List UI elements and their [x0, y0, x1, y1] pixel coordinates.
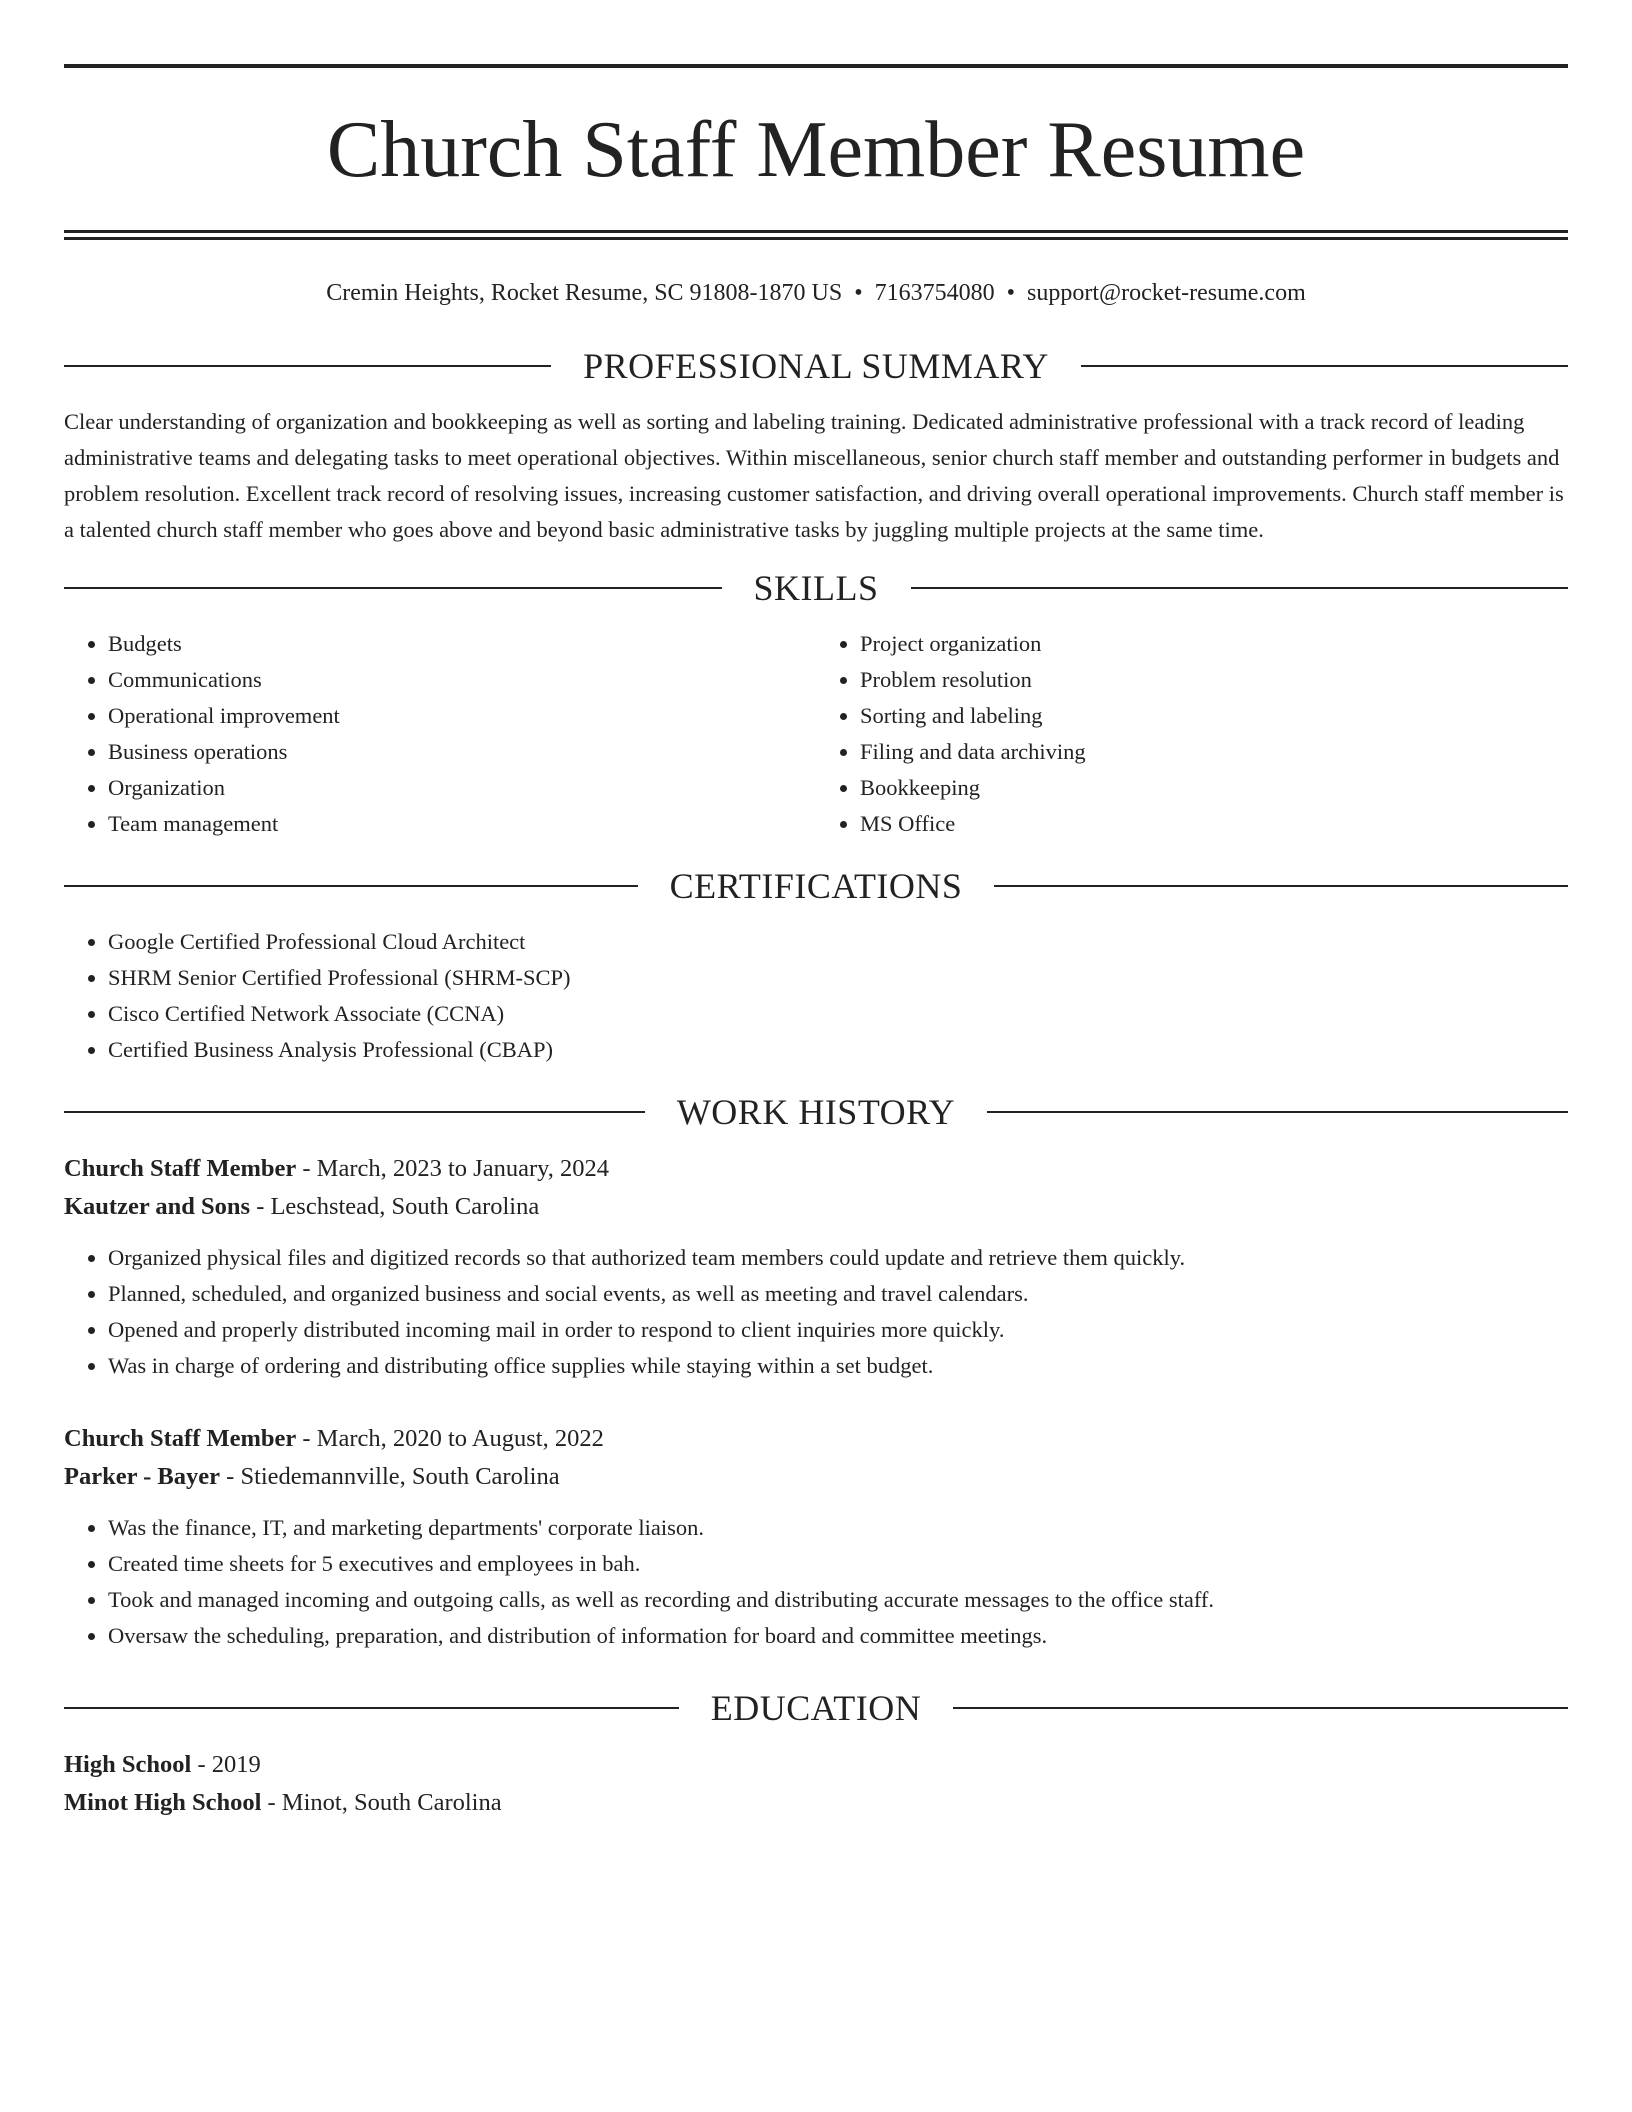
skills-grid [64, 626, 1568, 842]
job-bullets [64, 1510, 1568, 1654]
skill-item: • Problem resolution [860, 662, 1568, 698]
job-bullet: • Planned, scheduled, and organized business and social events, as well as meeting and travel calendars. [108, 1276, 1568, 1312]
heading-rule [994, 885, 1568, 887]
certification-item: • Cisco Certified Network Associate (CCNA) [108, 996, 1568, 1032]
job-location: - Stiedemannville, South Carolina [220, 1463, 560, 1490]
section-heading-education [64, 1686, 1568, 1730]
job-title: Church Staff Member [64, 1425, 297, 1452]
skill-item: • Organization [108, 770, 816, 806]
contact-separator: • [854, 280, 863, 306]
skill-item: • Team management [108, 806, 816, 842]
skill-item: • MS Office [860, 806, 1568, 842]
section-heading-summary [64, 344, 1568, 388]
section-title: SKILLS [753, 568, 879, 608]
skills-list-right [816, 626, 1568, 842]
education-year: - 2019 [191, 1751, 261, 1778]
heading-rule [64, 1707, 679, 1709]
job-bullet: • Was in charge of ordering and distributing office supplies while staying within a set budget. [108, 1348, 1568, 1384]
contact-line [64, 278, 1568, 308]
skill-item: • Filing and data archiving [860, 734, 1568, 770]
job-dates: - March, 2023 to January, 2024 [296, 1155, 610, 1182]
certifications-list [64, 924, 1568, 1068]
spacer [64, 1654, 1568, 1674]
section-heading-certifications [64, 864, 1568, 908]
job-location: - Leschstead, South Carolina [250, 1193, 540, 1220]
heading-rule [1081, 365, 1568, 367]
job-bullet: • Created time sheets for 5 executives and employees in bah. [108, 1546, 1568, 1582]
section-heading-work [64, 1090, 1568, 1134]
heading-rule [64, 365, 551, 367]
skill-item: • Communications [108, 662, 816, 698]
job-bullet: • Opened and properly distributed incoming mail in order to respond to client inquiries more quickly. [108, 1312, 1568, 1348]
resume-title: Church Staff Member Resume [326, 106, 1306, 194]
job-company: Kautzer and Sons [64, 1193, 251, 1220]
heading-rule [64, 885, 638, 887]
skills-list-left [64, 626, 816, 842]
certification-item: • Certified Business Analysis Professional (CBAP) [108, 1032, 1568, 1068]
section-title: EDUCATION [710, 1688, 922, 1728]
education-degree: High School [64, 1751, 192, 1778]
job-bullets [64, 1240, 1568, 1384]
job-bullet: • Organized physical files and digitized records so that authorized team members could update and retrieve them quickly. [108, 1240, 1568, 1276]
job-company-line [64, 1188, 1568, 1226]
job-bullet: • Was the finance, IT, and marketing departments' corporate liaison. [108, 1510, 1568, 1546]
contact-phone: 7163754080 [874, 280, 995, 306]
job-entry [64, 1420, 1568, 1654]
section-heading-skills [64, 566, 1568, 610]
top-rule [64, 64, 1568, 68]
contact-separator: • [1006, 280, 1016, 306]
education-school: Minot High School [64, 1789, 262, 1816]
section-title: WORK HISTORY [676, 1092, 956, 1132]
education-location: - Minot, South Carolina [261, 1789, 502, 1816]
job-company-line [64, 1458, 1568, 1496]
job-company: Parker - Bayer [64, 1463, 221, 1490]
job-bullet: • Took and managed incoming and outgoing calls, as well as recording and distributing accurate messages to the office staff. [108, 1582, 1568, 1618]
skill-item: • Project organization [860, 626, 1568, 662]
skill-item: • Bookkeeping [860, 770, 1568, 806]
section-title: PROFESSIONAL SUMMARY [583, 346, 1049, 386]
skill-item: • Operational improvement [108, 698, 816, 734]
job-title-line [64, 1420, 1568, 1458]
certification-item: • SHRM Senior Certified Professional (SHRM-SCP) [108, 960, 1568, 996]
skill-item: • Business operations [108, 734, 816, 770]
section-title: CERTIFICATIONS [669, 866, 963, 906]
skill-item: • Sorting and labeling [860, 698, 1568, 734]
heading-rule [953, 1707, 1568, 1709]
summary-text: Clear understanding of organization and bookkeeping as well as sorting and labeling training. Dedicated administrative professional with a track record of leading administrative teams and delegating tasks to meet operational objectives. Within miscellaneous, senior church staff member and outstanding performer in budgets and problem resolution. Excellent track record of resolving issues, increasing customer satisfaction, and driving overall operational improvements. Church staff member is a talented church staff member who goes above and beyond basic administrative tasks by juggling multiple projects at the same time. [64, 409, 1564, 542]
certification-item: • Google Certified Professional Cloud Architect [108, 924, 1568, 960]
heading-rule [911, 587, 1569, 589]
job-title-line [64, 1150, 1568, 1188]
heading-rule [64, 1111, 645, 1113]
heading-rule [64, 587, 722, 589]
heading-rule [987, 1111, 1568, 1113]
contact-address: Cremin Heights, Rocket Resume, SC 91808-1870 US [326, 280, 843, 306]
title-double-rule [64, 230, 1568, 240]
job-entry [64, 1150, 1568, 1384]
education-school-line [64, 1784, 1568, 1822]
education-degree-line [64, 1746, 1568, 1784]
job-dates: - March, 2020 to August, 2022 [296, 1425, 604, 1452]
skill-item: • Budgets [108, 626, 816, 662]
job-title: Church Staff Member [64, 1155, 297, 1182]
job-bullet: • Oversaw the scheduling, preparation, and distribution of information for board and committee meetings. [108, 1618, 1568, 1654]
contact-email[interactable]: support@rocket-resume.com [1027, 280, 1306, 306]
